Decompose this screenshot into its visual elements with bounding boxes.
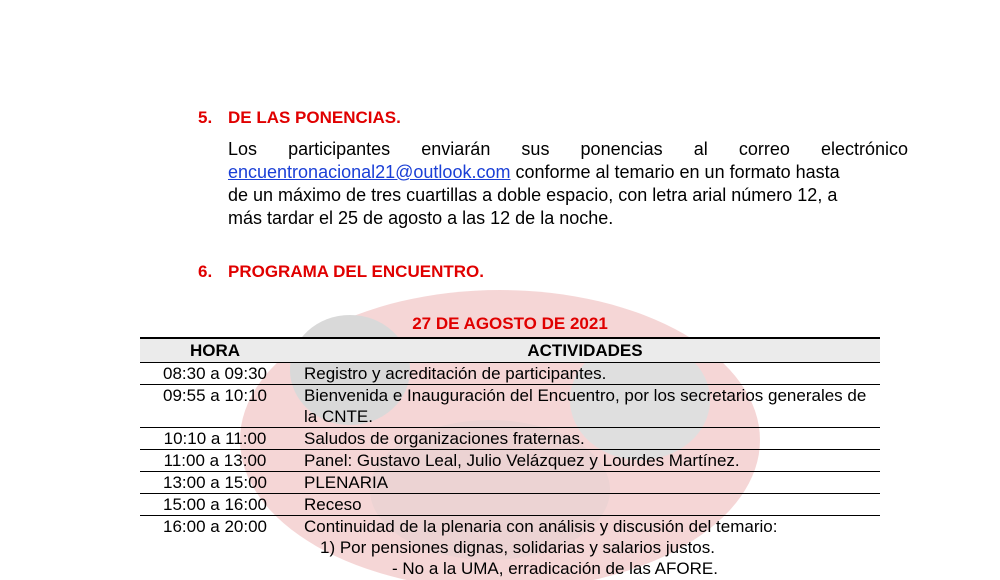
agenda-sub-bullet: - No a la UMA, erradicación de las AFORE. [392,559,718,578]
table-row [140,472,880,494]
activity-cell: Saludos de organizaciones fraternas. [290,428,880,450]
activity-cell: Registro y acreditación de participantes. [290,363,880,385]
activity-cell: Panel: Gustavo Leal, Julio Velázquez y Lourdes Martínez. [290,450,880,472]
schedule-table [140,337,880,579]
activity-cell [290,516,880,580]
paragraph-text: conforme al temario en un formato hasta [510,162,840,182]
paragraph-line: Los participantes enviarán sus ponencias al correo electrónico [228,139,908,159]
table-row [140,516,880,580]
agenda-sub-item: 1) Por pensiones dignas, solidarias y salarios justos. [320,538,715,557]
time-cell: 13:00 a 15:00 [140,472,290,494]
time-cell: 08:30 a 09:30 [140,363,290,385]
paragraph-line: de un máximo de tres cuartillas a doble espacio, con letra arial número 12, a [228,185,838,205]
table-row [140,450,880,472]
section-6-number: 6. [198,262,213,281]
section-6-title: PROGRAMA DEL ENCUENTRO. [228,262,484,281]
activity-text: Continuidad de la plenaria con análisis y discusión del temario: [304,517,778,536]
section-5-number: 5. [198,108,213,127]
table-row [140,428,880,450]
activity-cell: PLENARIA [290,472,880,494]
table-header-row [140,338,880,363]
section-5-title: DE LAS PONENCIAS. [228,108,401,127]
time-cell: 09:55 a 10:10 [140,385,290,428]
table-row [140,385,880,428]
activity-cell: Bienvenida e Inauguración del Encuentro, por los secretarios generales de la CNTE. [290,385,880,428]
section-5-paragraph [228,138,908,230]
table-row [140,363,880,385]
table-row [140,494,880,516]
time-cell: 11:00 a 13:00 [140,450,290,472]
time-cell: 16:00 a 20:00 [163,517,267,536]
time-cell: 15:00 a 16:00 [140,494,290,516]
column-header-hora: HORA [140,338,290,363]
column-header-actividades: ACTIVIDADES [290,338,880,363]
email-link[interactable]: encuentronacional21@outlook.com [228,162,511,182]
paragraph-line: más tardar el 25 de agosto a las 12 de la noche. [228,208,614,228]
paragraph-line [228,161,908,184]
schedule-date: 27 DE AGOSTO DE 2021 [412,314,608,333]
time-cell: 10:10 a 11:00 [140,428,290,450]
activity-cell: Receso [290,494,880,516]
